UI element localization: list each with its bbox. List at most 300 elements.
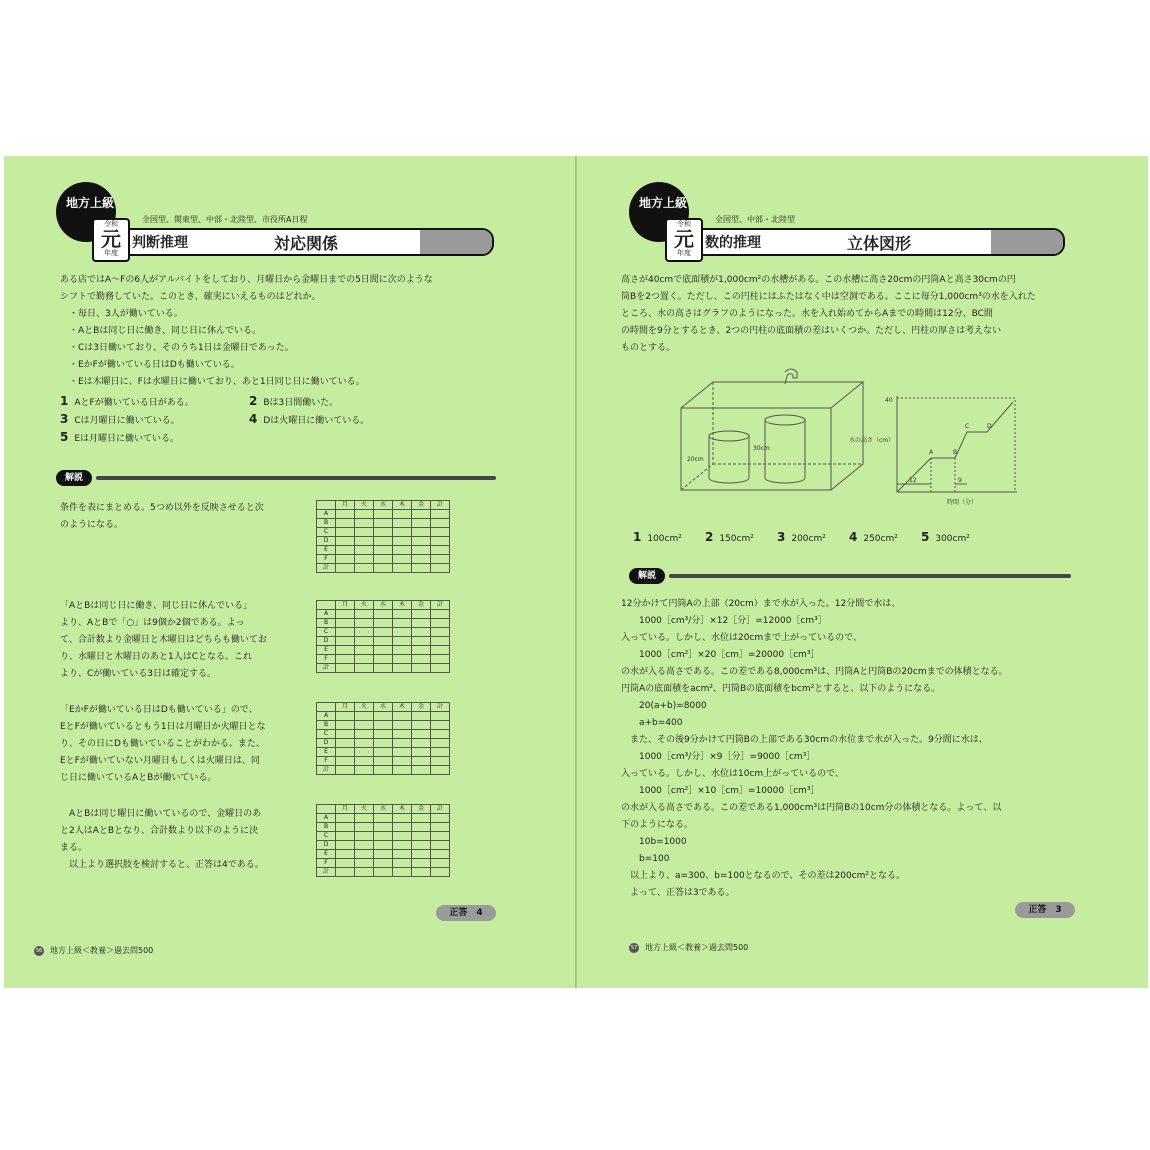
table-cell <box>412 546 431 555</box>
table-cell <box>412 646 431 655</box>
table-cell <box>412 850 431 859</box>
table-cell <box>336 841 355 850</box>
table-row <box>317 868 450 877</box>
table-cell <box>431 766 450 775</box>
table-cell: B <box>317 721 336 730</box>
table-cell <box>393 721 412 730</box>
table-cell <box>355 859 374 868</box>
table-cell <box>431 610 450 619</box>
table-header-cell: 金 <box>412 601 431 610</box>
cylinder-b-top <box>765 415 805 425</box>
table-cell: F <box>317 757 336 766</box>
right-option-3 <box>777 530 826 544</box>
table-cell <box>393 519 412 528</box>
table-cell: D <box>317 841 336 850</box>
left-answer: 正答 4 <box>436 905 496 921</box>
option-text: AとFが働いている日がある。 <box>74 398 194 408</box>
table-cell <box>431 537 450 546</box>
table-cell <box>431 564 450 573</box>
table-cell <box>336 646 355 655</box>
table-cell: D <box>317 537 336 546</box>
table-cell <box>374 637 393 646</box>
left-bar-tail <box>420 230 492 254</box>
water-level-graph <box>847 388 1017 508</box>
table-cell <box>412 766 431 775</box>
table-header-cell: 木 <box>393 601 412 610</box>
table-header-cell: 金 <box>412 703 431 712</box>
left-page <box>4 156 575 988</box>
table-cell <box>336 528 355 537</box>
point-c: C <box>965 423 970 430</box>
table-cell <box>431 757 450 766</box>
table-header-cell: 月 <box>336 805 355 814</box>
table-cell <box>374 832 393 841</box>
table-cell <box>374 546 393 555</box>
table-cell: A <box>317 510 336 519</box>
left-option-5 <box>60 430 179 444</box>
tank-top <box>681 382 863 408</box>
table-cell <box>393 748 412 757</box>
table-cell <box>355 646 374 655</box>
table-cell <box>431 510 450 519</box>
right-tags: 全国型、中部・北陸型 <box>715 215 795 224</box>
table-cell <box>431 712 450 721</box>
left-option-2 <box>249 394 338 408</box>
table-cell <box>431 859 450 868</box>
right-page <box>577 156 1148 988</box>
option-number: 1 <box>633 530 642 544</box>
table-cell <box>336 823 355 832</box>
table-cell <box>336 619 355 628</box>
table-cell <box>336 757 355 766</box>
right-year-big: 元 <box>674 227 694 251</box>
left-title-bar <box>122 228 494 256</box>
table-cell <box>412 655 431 664</box>
table-row <box>317 664 450 673</box>
table-cell <box>374 730 393 739</box>
table-row <box>317 637 450 646</box>
label-20cm: 20cm <box>687 456 704 463</box>
table-cell <box>374 841 393 850</box>
table-header-row <box>317 501 450 510</box>
table-header-cell: 火 <box>355 501 374 510</box>
table-cell <box>431 646 450 655</box>
table-cell: 計 <box>317 766 336 775</box>
left-page-number: 56 <box>35 947 43 954</box>
table-cell <box>431 619 450 628</box>
graph-guides <box>931 458 955 492</box>
table-row <box>317 721 450 730</box>
table-cell <box>374 610 393 619</box>
table-cell <box>431 528 450 537</box>
left-topic: 対応関係 <box>274 234 339 253</box>
cylinder-a-top <box>709 431 749 441</box>
table-cell <box>412 637 431 646</box>
table-cell <box>374 664 393 673</box>
table-row <box>317 628 450 637</box>
table-row <box>317 823 450 832</box>
left-footer <box>34 945 153 956</box>
table-cell <box>412 564 431 573</box>
table-header-cell: 計 <box>431 805 450 814</box>
table-cell <box>355 868 374 877</box>
option-text: 300cm² <box>935 534 970 544</box>
table-cell: E <box>317 748 336 757</box>
table-cell <box>431 739 450 748</box>
table-cell <box>336 721 355 730</box>
table-cell <box>355 555 374 564</box>
table-cell: F <box>317 859 336 868</box>
table-cell <box>355 510 374 519</box>
table-cell <box>431 814 450 823</box>
shift-table-4 <box>316 804 450 877</box>
table-cell: C <box>317 832 336 841</box>
table-row <box>317 528 450 537</box>
table-cell <box>374 712 393 721</box>
option-text: 200cm² <box>791 534 826 544</box>
table-cell <box>374 628 393 637</box>
option-number: 1 <box>60 394 69 408</box>
right-title-bar <box>695 228 1065 256</box>
point-b: B <box>953 449 958 456</box>
left-subject: 判断推理 <box>132 235 188 251</box>
table-row <box>317 832 450 841</box>
table-cell <box>412 868 431 877</box>
table-cell <box>393 564 412 573</box>
table-cell <box>412 823 431 832</box>
table-row <box>317 610 450 619</box>
option-number: 5 <box>60 430 69 444</box>
right-footer <box>629 942 748 953</box>
table-cell <box>393 814 412 823</box>
table-row <box>317 555 450 564</box>
table-cell <box>431 721 450 730</box>
table-cell <box>355 814 374 823</box>
kaisetsu-label: 解説 <box>629 568 665 584</box>
table-cell <box>374 748 393 757</box>
table-cell <box>412 537 431 546</box>
shift-table-3 <box>316 702 450 775</box>
table-cell <box>355 823 374 832</box>
table-cell <box>336 510 355 519</box>
table-cell <box>374 519 393 528</box>
left-kaisetsu-header <box>56 470 496 486</box>
table-row <box>317 850 450 859</box>
cylinder-b-body <box>765 420 805 483</box>
table-cell: F <box>317 555 336 564</box>
left-year-small: 令和 <box>104 220 118 228</box>
table-cell <box>374 646 393 655</box>
table-cell <box>412 610 431 619</box>
table-row <box>317 712 450 721</box>
table-cell <box>393 637 412 646</box>
right-category: 地方上級 <box>639 196 688 210</box>
table-cell <box>431 519 450 528</box>
table-cell <box>431 730 450 739</box>
point-d: D <box>987 423 992 430</box>
table-cell <box>336 739 355 748</box>
table-cell <box>374 655 393 664</box>
option-text: Dは火曜日に働いている。 <box>263 416 370 426</box>
table-cell <box>393 730 412 739</box>
table-cell: D <box>317 637 336 646</box>
right-answer: 正答 3 <box>1015 902 1075 918</box>
table-cell <box>336 814 355 823</box>
table-row <box>317 748 450 757</box>
table-cell <box>431 546 450 555</box>
table-header-cell: 木 <box>393 805 412 814</box>
table-header-cell: 計 <box>431 601 450 610</box>
table-cell <box>355 610 374 619</box>
table-cell <box>355 730 374 739</box>
table-header-cell: 木 <box>393 501 412 510</box>
table-cell <box>355 619 374 628</box>
table-row <box>317 546 450 555</box>
x-axis-label: 時間（分） <box>947 499 978 506</box>
table-cell <box>336 868 355 877</box>
table-cell: 計 <box>317 868 336 877</box>
table-cell <box>431 748 450 757</box>
table-cell <box>412 748 431 757</box>
left-footer-text: 地方上級＜教養＞過去問500 <box>50 946 154 955</box>
table-cell <box>355 628 374 637</box>
table-cell <box>393 546 412 555</box>
table-header-cell: 火 <box>355 805 374 814</box>
table-cell <box>336 564 355 573</box>
table-cell <box>355 537 374 546</box>
table-cell <box>374 721 393 730</box>
table-header-cell: 水 <box>374 805 393 814</box>
table-header-cell: 計 <box>431 703 450 712</box>
table-cell <box>393 766 412 775</box>
table-cell: A <box>317 712 336 721</box>
table-cell <box>412 519 431 528</box>
table-cell: A <box>317 814 336 823</box>
table-row <box>317 655 450 664</box>
table-cell <box>336 712 355 721</box>
table-header-cell: 計 <box>431 501 450 510</box>
option-text: 250cm² <box>863 534 898 544</box>
left-expl-3: 「EかFが働いている日はDも働いている」ので、 EとFが働いているともう1日は月曜日か火曜日とな り、その日にDも働いていることがわかる。また、 EとFが働いていない月曜日もしくは火曜日は、同 じ日に働いているAとBが働いている。 <box>60 705 266 783</box>
table-cell: F <box>317 655 336 664</box>
right-subject: 数的推理 <box>705 235 761 251</box>
table-header-cell: 火 <box>355 703 374 712</box>
left-tags: 全国型、関東型、中部・北陸型、市役所A日程 <box>142 215 308 224</box>
table-cell <box>412 730 431 739</box>
left-option-3 <box>60 412 180 426</box>
option-number: 4 <box>249 412 258 426</box>
left-category: 地方上級 <box>66 196 115 210</box>
table-row <box>317 859 450 868</box>
table-cell <box>355 841 374 850</box>
option-number: 3 <box>777 530 786 544</box>
table-row <box>317 510 450 519</box>
table-cell <box>393 739 412 748</box>
table-cell <box>336 766 355 775</box>
t9-label: 9 <box>958 477 962 484</box>
table-header-cell: 水 <box>374 601 393 610</box>
table-cell <box>374 739 393 748</box>
table-cell: C <box>317 730 336 739</box>
table-cell <box>336 555 355 564</box>
table-cell <box>336 655 355 664</box>
right-year-unit: 年度 <box>677 249 691 257</box>
table-header-cell: 金 <box>412 501 431 510</box>
right-explanation: 12分かけて円筒Aの上部（20cm）まで水が入った。12分間で水は、 1000［cm³/分］×12［分］=12000［cm³］ 入っている。しかし、水位は20cmまで上がっているので、 1000［cm²］×20［cm］=20000［cm³］ の水が入る高さである。この差である8,000cm³は、円筒Aと円筒Bの20cmまでの体積となる。 円筒Aの底面積をacm²、円筒Bの底面積をbcm²とすると、以下のようになる。 20(a+b)=8000 a+b=400 また、その後9分かけて円筒Bの上部である30cmの水位まで水が入った。9分間に水は、 1000［cm³/分］×9［分］=9000［cm³］ 入っている。しかし、水位は10cm上がっているので、 1000［cm²］×10［cm］=10000［cm³］ の水が入る高さである。この差である1,000cm³は円筒Bの10cm分の体積となる。よって、以 下のようになる。 10b=1000 b=100 以上より、a=300、b=100となるので、その差は200cm²となる。 よって、正答は3である。 <box>621 599 1008 898</box>
left-expl-1: 条件を表にまとめる。5つめ以外を反映させると次 のようになる。 <box>60 503 264 530</box>
left-year-box <box>92 218 130 262</box>
table-cell: C <box>317 628 336 637</box>
table-cell <box>412 510 431 519</box>
left-expl-4: AとBは同じ曜日に働いているので、金曜日のあ と2人はAとBとなり、合計数より以下のように決 まる。 以上より選択肢を検討すると、正答は4である。 <box>60 809 264 870</box>
table-cell <box>393 655 412 664</box>
table-cell <box>336 859 355 868</box>
table-cell <box>336 748 355 757</box>
table-cell <box>431 555 450 564</box>
table-row <box>317 537 450 546</box>
table-row <box>317 814 450 823</box>
table-cell <box>412 841 431 850</box>
table-row <box>317 519 450 528</box>
left-year-unit: 年度 <box>104 249 118 257</box>
tank-hidden-edges <box>681 382 863 490</box>
y-40-label: 40 <box>885 397 893 404</box>
y-axis-label: 水の高さ（cm） <box>849 437 895 444</box>
point-a: A <box>929 449 934 456</box>
table-cell <box>393 537 412 546</box>
table-cell <box>355 519 374 528</box>
cylinder-a-body <box>709 436 749 483</box>
option-number: 5 <box>921 530 930 544</box>
option-text: Cは月曜日に働いている。 <box>74 416 180 426</box>
table-cell <box>393 823 412 832</box>
right-footer-text: 地方上級＜教養＞過去問500 <box>645 943 749 952</box>
table-cell: E <box>317 546 336 555</box>
kaisetsu-rule <box>669 574 1071 578</box>
table-cell <box>431 832 450 841</box>
table-cell <box>412 832 431 841</box>
table-row <box>317 739 450 748</box>
table-header-cell <box>317 501 336 510</box>
option-number: 3 <box>60 412 69 426</box>
right-option-2 <box>705 530 754 544</box>
table-header-cell: 木 <box>393 703 412 712</box>
table-cell <box>336 537 355 546</box>
table-cell <box>431 841 450 850</box>
table-cell <box>431 637 450 646</box>
table-cell <box>431 850 450 859</box>
table-cell <box>412 739 431 748</box>
table-cell <box>431 664 450 673</box>
table-cell <box>355 757 374 766</box>
table-cell <box>355 739 374 748</box>
option-text: 100cm² <box>647 534 682 544</box>
table-header-cell: 金 <box>412 805 431 814</box>
table-cell <box>393 555 412 564</box>
shift-table-2 <box>316 600 450 673</box>
table-header-cell: 月 <box>336 501 355 510</box>
table-cell: E <box>317 646 336 655</box>
table-cell <box>374 555 393 564</box>
right-topic: 立体図形 <box>847 234 912 253</box>
table-cell <box>355 637 374 646</box>
table-cell <box>355 528 374 537</box>
table-cell <box>393 712 412 721</box>
table-cell <box>431 655 450 664</box>
table-header-cell: 火 <box>355 601 374 610</box>
table-cell <box>412 814 431 823</box>
table-header-cell: 月 <box>336 703 355 712</box>
table-cell <box>374 537 393 546</box>
table-header-cell <box>317 601 336 610</box>
table-cell <box>355 721 374 730</box>
table-cell <box>412 628 431 637</box>
table-cell <box>374 757 393 766</box>
table-cell <box>374 619 393 628</box>
table-cell <box>412 555 431 564</box>
table-cell <box>412 712 431 721</box>
table-cell <box>355 655 374 664</box>
table-cell <box>336 664 355 673</box>
option-number: 2 <box>249 394 258 408</box>
table-cell <box>374 528 393 537</box>
table-row <box>317 757 450 766</box>
table-cell: A <box>317 610 336 619</box>
table-cell <box>355 546 374 555</box>
table-header-cell: 月 <box>336 601 355 610</box>
table-cell <box>336 637 355 646</box>
table-cell <box>336 546 355 555</box>
table-cell <box>393 868 412 877</box>
table-cell <box>393 664 412 673</box>
table-header-row <box>317 601 450 610</box>
table-cell <box>412 757 431 766</box>
right-option-1 <box>633 530 682 544</box>
table-row <box>317 564 450 573</box>
table-cell <box>374 850 393 859</box>
table-cell <box>393 528 412 537</box>
table-header-cell <box>317 703 336 712</box>
table-cell <box>374 868 393 877</box>
table-cell <box>393 646 412 655</box>
table-header-cell: 水 <box>374 501 393 510</box>
table-cell <box>412 528 431 537</box>
left-question: ある店ではA～Fの6人がアルバイトをしており、月曜日から金曜日までの5日間に次のような シフトで勤務していた。このとき、確実にいえるものはどれか。 ・毎日、3人が働いている。 ・AとBは同じ日に働き、同じ日に休んでいる。 ・Cは3日働いており、そのうち1日は金曜日であった。 ・EかFが働いている日はDも働いている。 ・Eは木曜日に、Fは水曜日に働いており、あと1日同じ日に働いている。 <box>60 275 433 387</box>
label-30cm: 30cm <box>753 445 770 452</box>
table-cell <box>393 619 412 628</box>
table-row <box>317 841 450 850</box>
table-header-row <box>317 703 450 712</box>
table-cell <box>374 859 393 868</box>
kaisetsu-rule <box>96 476 496 480</box>
table-cell: C <box>317 528 336 537</box>
left-option-1 <box>60 394 194 408</box>
left-expl-2: 「AとBは同じ日に働き、同じ日に休んでいる」 より、AとBで「○」は9個か2個である。よっ て、合計数より金曜日と木曜日はどちらも働いてお り、水曜日と木曜日のあと1人はCとなる。これ より、Cが働いている3日は確定する。 <box>60 601 267 679</box>
table-cell <box>393 610 412 619</box>
table-cell <box>355 712 374 721</box>
table-cell <box>431 628 450 637</box>
table-cell: 計 <box>317 564 336 573</box>
table-cell <box>336 730 355 739</box>
table-cell <box>374 564 393 573</box>
table-row <box>317 766 450 775</box>
table-cell <box>393 628 412 637</box>
table-cell <box>393 757 412 766</box>
table-cell <box>393 841 412 850</box>
left-year-big: 元 <box>101 227 121 251</box>
table-cell <box>355 850 374 859</box>
table-row <box>317 619 450 628</box>
